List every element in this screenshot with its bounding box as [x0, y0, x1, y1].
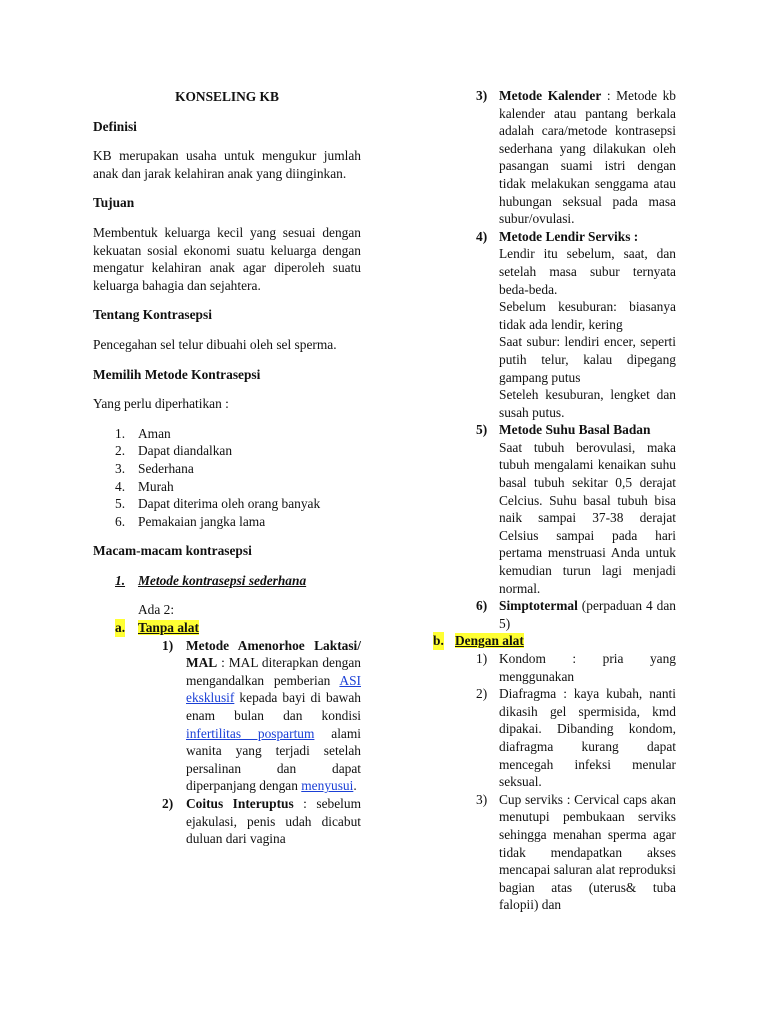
tool-kondom: 1) Kondom : pria yang menggunakan — [476, 651, 676, 684]
list-item: 6. Pemakaian jangka lama — [115, 513, 266, 529]
method-simptotermal: 6) Simptotermal (perpaduan 4 dan 5) — [476, 598, 676, 631]
subsection-without-tool: a. Tanpa alat — [115, 620, 199, 636]
method-coitus-interuptus: 2) Coitus Interuptus : sebelum ejakulasi, penis udah dicabut duluan dari vagina — [162, 796, 361, 847]
list-item: 1. Aman — [115, 425, 171, 441]
method-mal: 1) Metode Amenorhoe Laktasi/ MAL : MAL diterapkan dengan mengandalkan pemberian ASI eksklusif kepada bayi di bawah enam bulan dan kondisi infertilitas pospartum alami wanita yang terjadi setelah persalinan dan dapat diperpanjang dengan menyusui. — [162, 637, 361, 794]
section-simple-method: 1. Metode kontrasepsi sederhana — [115, 572, 307, 588]
left-column — [93, 88, 361, 848]
tentang-heading: Tentang Kontrasepsi — [93, 307, 212, 323]
right-column — [433, 87, 677, 914]
memilih-intro: Yang perlu diperhatikan : — [93, 396, 229, 412]
tujuan-heading: Tujuan — [93, 195, 135, 211]
list-item: 3. Sederhana — [115, 460, 194, 476]
definisi-text: KB merupakan usaha untuk mengukur jumlah anak dan jarak kelahiran anak yang diinginkan. — [93, 148, 361, 181]
link-menyusui[interactable]: menyusui — [301, 778, 354, 794]
subsection-with-tool-title: Dengan alat — [455, 633, 524, 649]
subsection-with-tool: b. Dengan alat — [433, 633, 524, 649]
section-simple-method-title: Metode kontrasepsi sederhana — [138, 572, 307, 588]
method-suhu-basal: 5) Metode Suhu Basal Badan Saat tubuh berovulasi, maka tubuh mengalami kenaikan suhu basal tubuh sekitar 0,5 derajat Celcius. Suhu basal tubuh bisa naik sampai 37-38 derajat Celsius sampai pada hari pertama menstruasi Anda untuk kemudian turun lagi menjadi normal. — [476, 422, 676, 596]
link-asi-eksklusif[interactable]: ASI eksklusif — [186, 672, 361, 706]
tool-diafragma: 2) Diafragma : kaya kubah, nanti dikasih gel spermisida, kmd dipakai. Dibanding kondom, diafragma kurang dapat mencegah infeksi menular seksual. — [476, 686, 676, 790]
definisi-heading: Definisi — [93, 118, 137, 134]
list-item: 2. Dapat diandalkan — [115, 443, 233, 459]
method-kalender: 3) Metode Kalender : Metode kb kalender atau pantang berkala adalah cara/metode kontrasepsi sederhana yang dilakukan oleh pasangan suami istri dengan tidak melakukan senggama atau hubungan seksual pada masa subur/ovulasi. — [476, 88, 677, 227]
list-item: 4. Murah — [115, 478, 174, 494]
memilih-heading: Memilih Metode Kontrasepsi — [93, 366, 261, 382]
document-title: KONSELING KB — [175, 89, 279, 104]
macam-heading: Macam-macam kontrasepsi — [93, 543, 252, 559]
list-item: 5. Dapat diterima oleh orang banyak — [115, 496, 321, 512]
subsection-without-tool-title: Tanpa alat — [138, 620, 199, 636]
method-lendir-serviks: 4) Metode Lendir Serviks : Lendir itu sebelum, saat, dan setelah masa subur ternyata beda-beda. Sebelum kesuburan: biasanya tidak ada lendir, kering Saat subur: lendiri encer, seperti putih telur, kalau dipegang gampang putus Seteleh kesuburan, lengket dan susah putus. — [476, 228, 676, 420]
ada-label: Ada 2: — [138, 602, 175, 618]
criteria-list — [93, 425, 361, 531]
tujuan-text: Membentuk keluarga kecil yang sesuai dengan kekuatan sosial ekonomi suatu keluarga dengan mengatur kelahiran anak agar diperoleh suatu keluarga bahagia dan sejahtera. — [93, 224, 361, 293]
link-infertilitas-pospartum[interactable]: infertilitas pospartum — [186, 725, 315, 741]
tentang-text: Pencegahan sel telur dibuahi oleh sel sperma. — [93, 336, 337, 352]
tool-cup-serviks: 3) Cup serviks : Cervical caps akan menutupi pembukaan serviks sehingga menahan sperma agar tidak mendapatkan akses mencapai saluran alat reproduksi bagian atas (uterus& tuba falopii) dan — [476, 791, 676, 913]
